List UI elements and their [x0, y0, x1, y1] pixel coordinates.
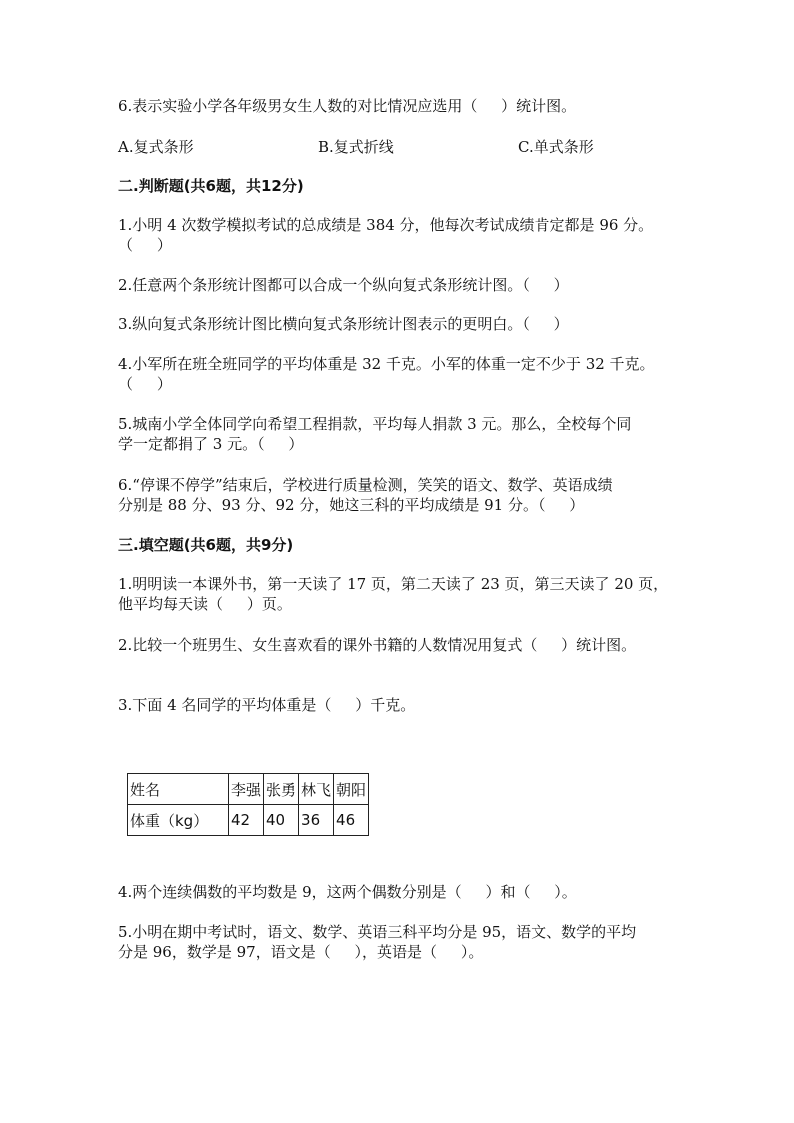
s3-q5-line1: 5.小明在期中考试时，语文、数学、英语三科平均分是 95，语文、数学的平均 [118, 923, 637, 941]
q6-stem: 6.表示实验小学各年级男女生人数的对比情况应选用（ ）统计图。 [118, 97, 577, 115]
s2-q5-line1: 5.城南小学全体同学向希望工程捐款，平均每人捐款 3 元。那么，全校每个同 [118, 415, 632, 433]
weight-table-cell: 46 [334, 805, 369, 836]
weight-table-cell: 36 [299, 805, 334, 836]
weight-table-header-cell: 林飞 [299, 774, 334, 805]
q6-option-b: B.复式折线 [318, 138, 394, 156]
s3-q2-line1: 2.比较一个班男生、女生喜欢看的课外书籍的人数情况用复式（ ）统计图。 [118, 636, 637, 654]
s3-q4-line1: 4.两个连续偶数的平均数是 9，这两个偶数分别是（ ）和（ ）。 [118, 883, 577, 901]
s2-q6-line2: 分别是 88 分、93 分、92 分，她这三科的平均成绩是 91 分。（ ） [118, 496, 585, 514]
s3-q5-line2: 分是 96，数学是 97，语文是（ ），英语是（ ）。 [118, 943, 484, 961]
s2-q5-line2: 学一定都捐了 3 元。（ ） [118, 435, 304, 453]
weight-table [127, 773, 369, 836]
weight-table-header-row [128, 774, 369, 805]
s2-q1-line1: 1.小明 4 次数学模拟考试的总成绩是 384 分，他每次考试成绩肯定都是 96 分。 [118, 216, 654, 234]
s2-q4-line2: （ ） [118, 375, 172, 393]
q6-option-c: C.单式条形 [518, 138, 594, 156]
weight-table-header-cell: 姓名 [128, 774, 229, 805]
q6-option-a: A.复式条形 [118, 138, 194, 156]
weight-table-cell: 体重（kg） [128, 805, 229, 836]
s3-q1-line2: 他平均每天读（ ）页。 [118, 595, 292, 613]
s2-q4-line1: 4.小军所在班全班同学的平均体重是 32 千克。小军的体重一定不少于 32 千克。 [118, 355, 655, 373]
s2-q2-line1: 2.任意两个条形统计图都可以合成一个纵向复式条形统计图。（ ） [118, 276, 569, 294]
weight-table-cell: 40 [264, 805, 299, 836]
weight-table-header-cell: 朝阳 [334, 774, 369, 805]
s2-q1-line2: （ ） [118, 236, 172, 254]
s3-q1-line1: 1.明明读一本课外书，第一天读了 17 页，第二天读了 23 页，第三天读了 20 页， [118, 575, 669, 593]
s2-q6-line1: 6.“停课不停学”结束后，学校进行质量检测，笑笑的语文、数学、英语成绩 [118, 476, 613, 494]
weight-table-header-cell: 张勇 [264, 774, 299, 805]
section3-heading: 三.填空题(共6题，共9分) [118, 536, 294, 554]
s3-q3-line1: 3.下面 4 名同学的平均体重是（ ）千克。 [118, 696, 416, 714]
weight-table-header-cell: 李强 [229, 774, 264, 805]
section2-heading: 二.判断题(共6题，共12分) [118, 177, 304, 195]
weight-table-cell: 42 [229, 805, 264, 836]
s2-q3-line1: 3.纵向复式条形统计图比横向复式条形统计图表示的更明白。（ ） [118, 315, 569, 333]
weight-table-data-row [128, 805, 369, 836]
